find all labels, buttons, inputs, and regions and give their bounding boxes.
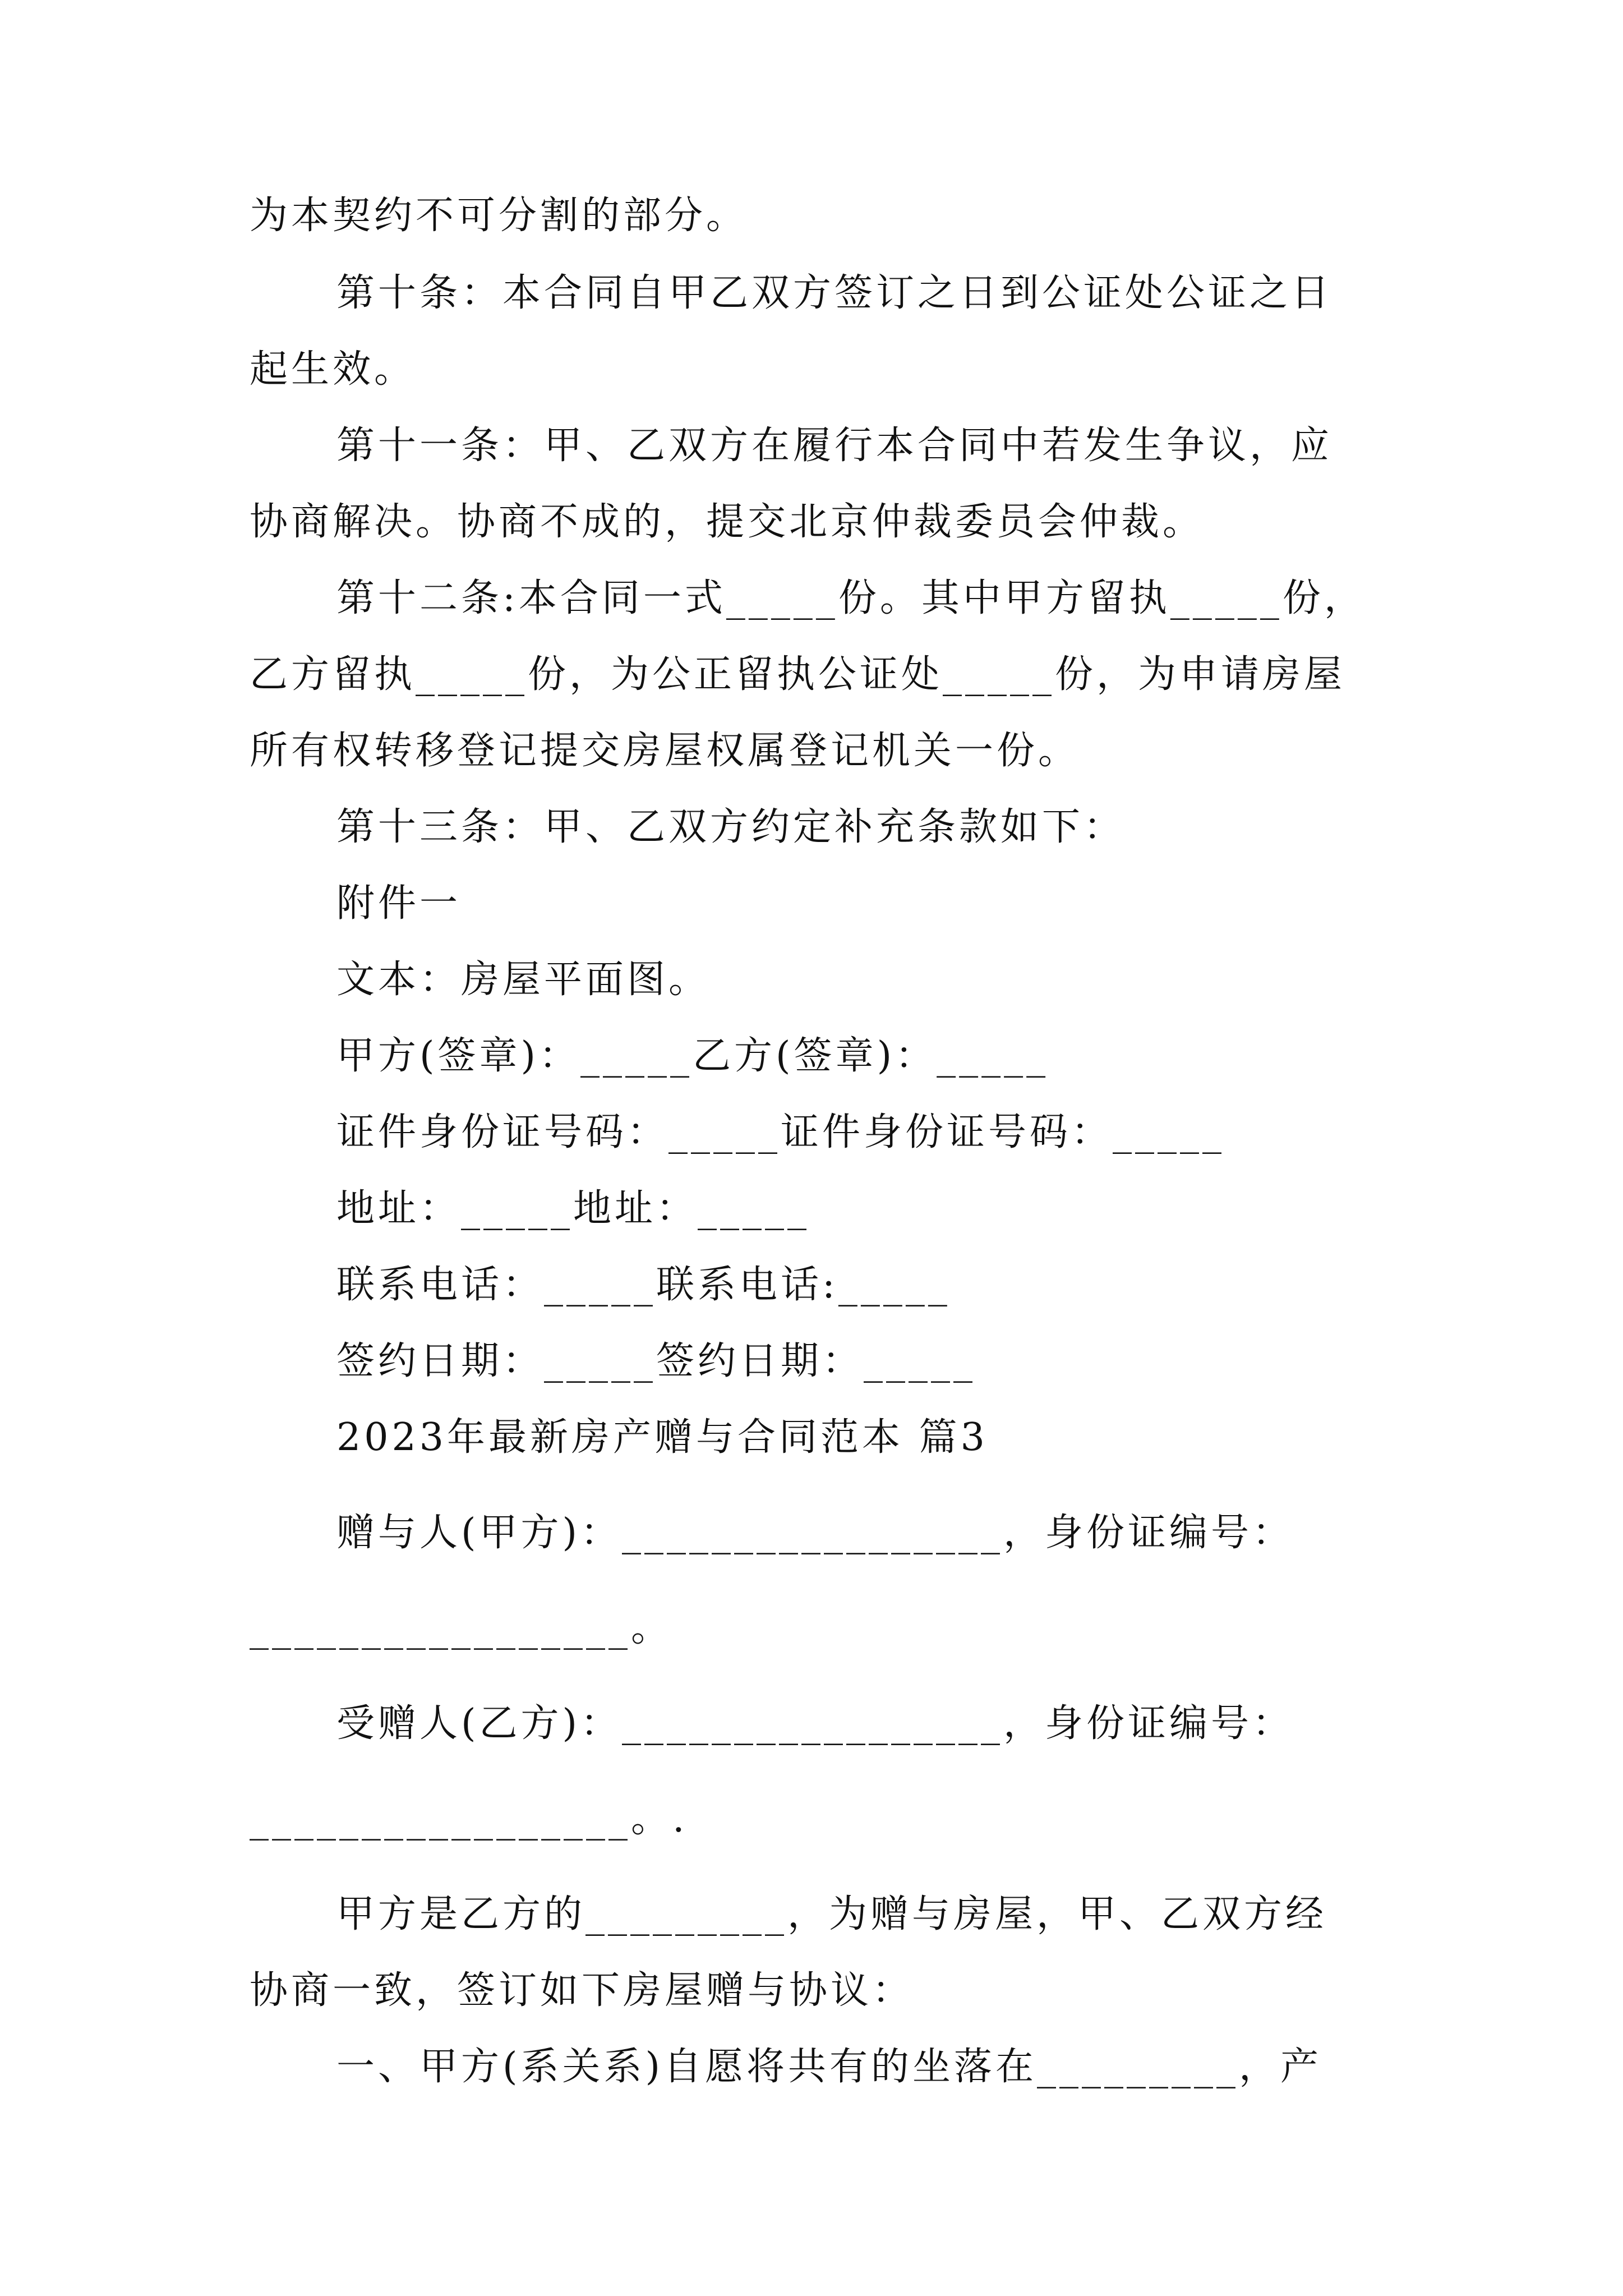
text-line-20: 受赠人(乙方)：_________________，身份证编号：: [336, 1701, 1294, 1746]
text-line-21: _________________。.: [250, 1797, 688, 1841]
text-line-3: 起生效。: [250, 347, 416, 392]
text-line-1: 为本契约不可分割的部分。: [250, 194, 748, 238]
section-heading: 2023年最新房产赠与合同范本 篇3: [336, 1415, 988, 1460]
text-line-19: _________________。: [250, 1606, 673, 1650]
text-line-16: 签约日期：_____签约日期：_____: [336, 1339, 976, 1383]
text-line-7: 乙方留执_____份，为公正留执公证处_____份，为申请房屋: [250, 652, 1346, 697]
text-line-22: 甲方是乙方的_________，为赠与房屋，甲、乙双方经: [336, 1892, 1327, 1936]
text-line-23: 协商一致，签订如下房屋赠与协议：: [250, 1968, 914, 2013]
text-line-15: 联系电话：_____联系电话:_____: [336, 1263, 951, 1307]
text-line-24: 一、甲方(系关系)自愿将共有的坐落在_________，产: [336, 2045, 1322, 2089]
text-line-5: 协商解决。协商不成的，提交北京仲裁委员会仲裁。: [250, 500, 1205, 544]
text-line-10: 附件一: [336, 881, 462, 926]
text-line-13: 证件身份证号码：_____证件身份证号码：_____: [336, 1110, 1225, 1154]
text-line-6: 第十二条:本合同一式_____份。其中甲方留执_____份，: [336, 576, 1366, 620]
text-line-12: 甲方(签章)：_____乙方(签章)：_____: [336, 1034, 1049, 1078]
text-line-4: 第十一条：甲、乙双方在履行本合同中若发生争议，应: [336, 424, 1333, 468]
text-line-2: 第十条：本合同自甲乙双方签订之日到公证处公证之日: [336, 271, 1333, 315]
text-line-18: 赠与人(甲方)：_________________，身份证编号：: [336, 1511, 1294, 1555]
text-line-11: 文本：房屋平面图。: [336, 958, 711, 1002]
text-line-9: 第十三条：甲、乙双方约定补充条款如下：: [336, 805, 1126, 849]
text-line-8: 所有权转移登记提交房屋权属登记机关一份。: [250, 729, 1080, 773]
text-line-14: 地址：_____地址：_____: [336, 1186, 810, 1231]
